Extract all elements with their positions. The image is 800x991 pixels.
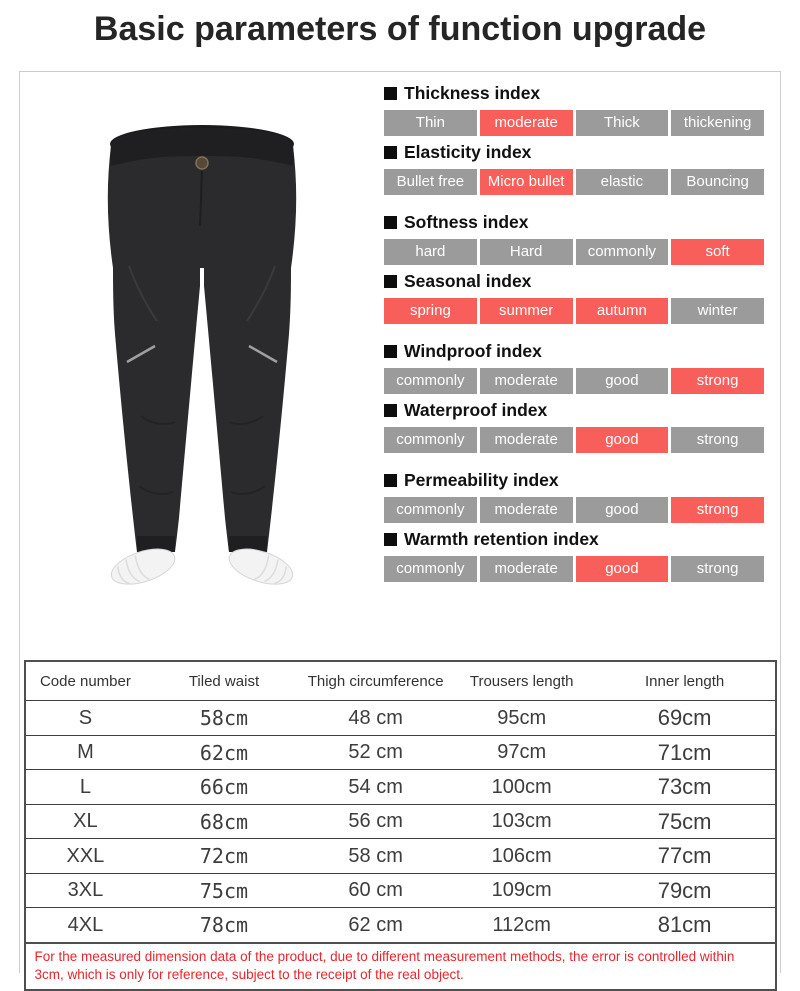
square-bullet-icon <box>384 87 397 100</box>
size-value-cell: 58cm <box>145 701 302 736</box>
size-value-cell: 56 cm <box>303 804 449 839</box>
index-option: Thick <box>576 110 669 136</box>
size-value-cell: 58 cm <box>303 839 449 874</box>
index-option: moderate <box>480 368 573 394</box>
size-value-cell: 73cm <box>595 770 775 805</box>
index-option-bar <box>384 368 764 394</box>
index-option: autumn <box>576 298 669 324</box>
index-section <box>384 142 764 195</box>
index-section <box>384 470 764 523</box>
index-option: commonly <box>384 368 477 394</box>
size-chart-row <box>26 839 775 874</box>
index-section <box>384 271 764 324</box>
size-chart-table <box>26 662 775 943</box>
content-panel <box>19 71 781 982</box>
index-option: strong <box>671 556 764 582</box>
index-option: good <box>576 427 669 453</box>
index-section-title <box>384 470 764 491</box>
size-chart-column-header: Code number <box>39 672 131 690</box>
size-chart-box <box>24 660 777 991</box>
index-option-bar <box>384 239 764 265</box>
index-option: Hard <box>480 239 573 265</box>
product-image-area <box>20 72 384 630</box>
index-option-bar <box>384 110 764 136</box>
measurement-disclaimer: For the measured dimension data of the product, due to different measurement methods, the error is controlled within 3cm, which is only for reference, subject to the receipt of the real object. <box>26 942 775 989</box>
index-section-title <box>384 83 764 104</box>
size-value-cell: 78cm <box>145 908 302 943</box>
square-bullet-icon <box>384 345 397 358</box>
square-bullet-icon <box>384 146 397 159</box>
index-option: strong <box>671 497 764 523</box>
size-code-cell: S <box>26 701 146 736</box>
square-bullet-icon <box>384 216 397 229</box>
pants-product-image <box>81 116 323 588</box>
size-value-cell: 112cm <box>449 908 595 943</box>
index-section-label: Warmth retention index <box>404 528 599 549</box>
index-section-title <box>384 529 764 550</box>
size-value-cell: 106cm <box>449 839 595 874</box>
index-section-label: Windproof index <box>404 340 542 361</box>
size-chart-column-header: Tiled waist <box>188 672 260 690</box>
index-list <box>384 72 780 630</box>
size-value-cell: 109cm <box>449 873 595 908</box>
index-section <box>384 83 764 136</box>
index-option: strong <box>671 427 764 453</box>
index-option: good <box>576 497 669 523</box>
index-section-label: Permeability index <box>404 469 559 490</box>
size-chart-row <box>26 908 775 943</box>
size-value-cell: 75cm <box>145 873 302 908</box>
index-option: moderate <box>480 556 573 582</box>
index-option: commonly <box>384 556 477 582</box>
index-section-title <box>384 271 764 292</box>
index-section-title <box>384 142 764 163</box>
index-option: thickening <box>671 110 764 136</box>
size-chart-row <box>26 873 775 908</box>
size-chart-row <box>26 735 775 770</box>
size-value-cell: 100cm <box>449 770 595 805</box>
index-option: elastic <box>576 169 669 195</box>
square-bullet-icon <box>384 474 397 487</box>
size-chart-column-header: Thigh circumference <box>307 672 444 690</box>
index-option: Thin <box>384 110 477 136</box>
index-option: Bullet free <box>384 169 477 195</box>
size-code-cell: 4XL <box>26 908 146 943</box>
square-bullet-icon <box>384 404 397 417</box>
size-value-cell: 48 cm <box>303 701 449 736</box>
size-value-cell: 77cm <box>595 839 775 874</box>
size-value-cell: 97cm <box>449 735 595 770</box>
index-option: moderate <box>480 110 573 136</box>
size-value-cell: 69cm <box>595 701 775 736</box>
index-option: summer <box>480 298 573 324</box>
index-section <box>384 529 764 582</box>
size-chart-column-header: Trousers length <box>469 672 574 690</box>
size-code-cell: 3XL <box>26 873 146 908</box>
index-section-label: Elasticity index <box>404 141 532 162</box>
size-chart-row <box>26 770 775 805</box>
index-section <box>384 212 764 265</box>
index-option: commonly <box>384 427 477 453</box>
size-value-cell: 60 cm <box>303 873 449 908</box>
size-value-cell: 66cm <box>145 770 302 805</box>
size-value-cell: 52 cm <box>303 735 449 770</box>
index-option-bar <box>384 427 764 453</box>
size-code-cell: L <box>26 770 146 805</box>
index-option: moderate <box>480 497 573 523</box>
size-chart-header-row <box>26 662 775 701</box>
page-title: Basic parameters of function upgrade <box>93 10 707 48</box>
index-option: moderate <box>480 427 573 453</box>
index-section-title <box>384 212 764 233</box>
index-option-bar <box>384 497 764 523</box>
index-option-bar <box>384 556 764 582</box>
index-option: good <box>576 556 669 582</box>
index-option: strong <box>671 368 764 394</box>
size-value-cell: 71cm <box>595 735 775 770</box>
index-section-title <box>384 341 764 362</box>
index-option: spring <box>384 298 477 324</box>
index-option: Micro bullet <box>480 169 573 195</box>
size-code-cell: M <box>26 735 146 770</box>
index-option: winter <box>671 298 764 324</box>
square-bullet-icon <box>384 275 397 288</box>
size-code-cell: XL <box>26 804 146 839</box>
size-chart-row <box>26 701 775 736</box>
index-option: good <box>576 368 669 394</box>
size-value-cell: 72cm <box>145 839 302 874</box>
index-option: commonly <box>384 497 477 523</box>
index-option: hard <box>384 239 477 265</box>
index-option-bar <box>384 169 764 195</box>
index-section <box>384 400 764 453</box>
size-value-cell: 75cm <box>595 804 775 839</box>
size-chart-column-header: Inner length <box>644 672 725 690</box>
index-section-label: Thickness index <box>404 82 541 103</box>
size-value-cell: 81cm <box>595 908 775 943</box>
size-value-cell: 103cm <box>449 804 595 839</box>
size-value-cell: 68cm <box>145 804 302 839</box>
size-value-cell: 62 cm <box>303 908 449 943</box>
index-option: Bouncing <box>671 169 764 195</box>
size-value-cell: 54 cm <box>303 770 449 805</box>
size-code-cell: XXL <box>26 839 146 874</box>
index-section-label: Waterproof index <box>404 399 548 420</box>
index-option-bar <box>384 298 764 324</box>
index-section-label: Seasonal index <box>404 270 532 291</box>
index-section <box>384 341 764 394</box>
size-value-cell: 62cm <box>145 735 302 770</box>
index-option: commonly <box>576 239 669 265</box>
index-section-title <box>384 400 764 421</box>
size-chart-row <box>26 804 775 839</box>
size-value-cell: 79cm <box>595 873 775 908</box>
index-section-label: Softness index <box>404 211 529 232</box>
upper-section <box>20 72 780 630</box>
index-option: soft <box>671 239 764 265</box>
square-bullet-icon <box>384 533 397 546</box>
size-value-cell: 95cm <box>449 701 595 736</box>
